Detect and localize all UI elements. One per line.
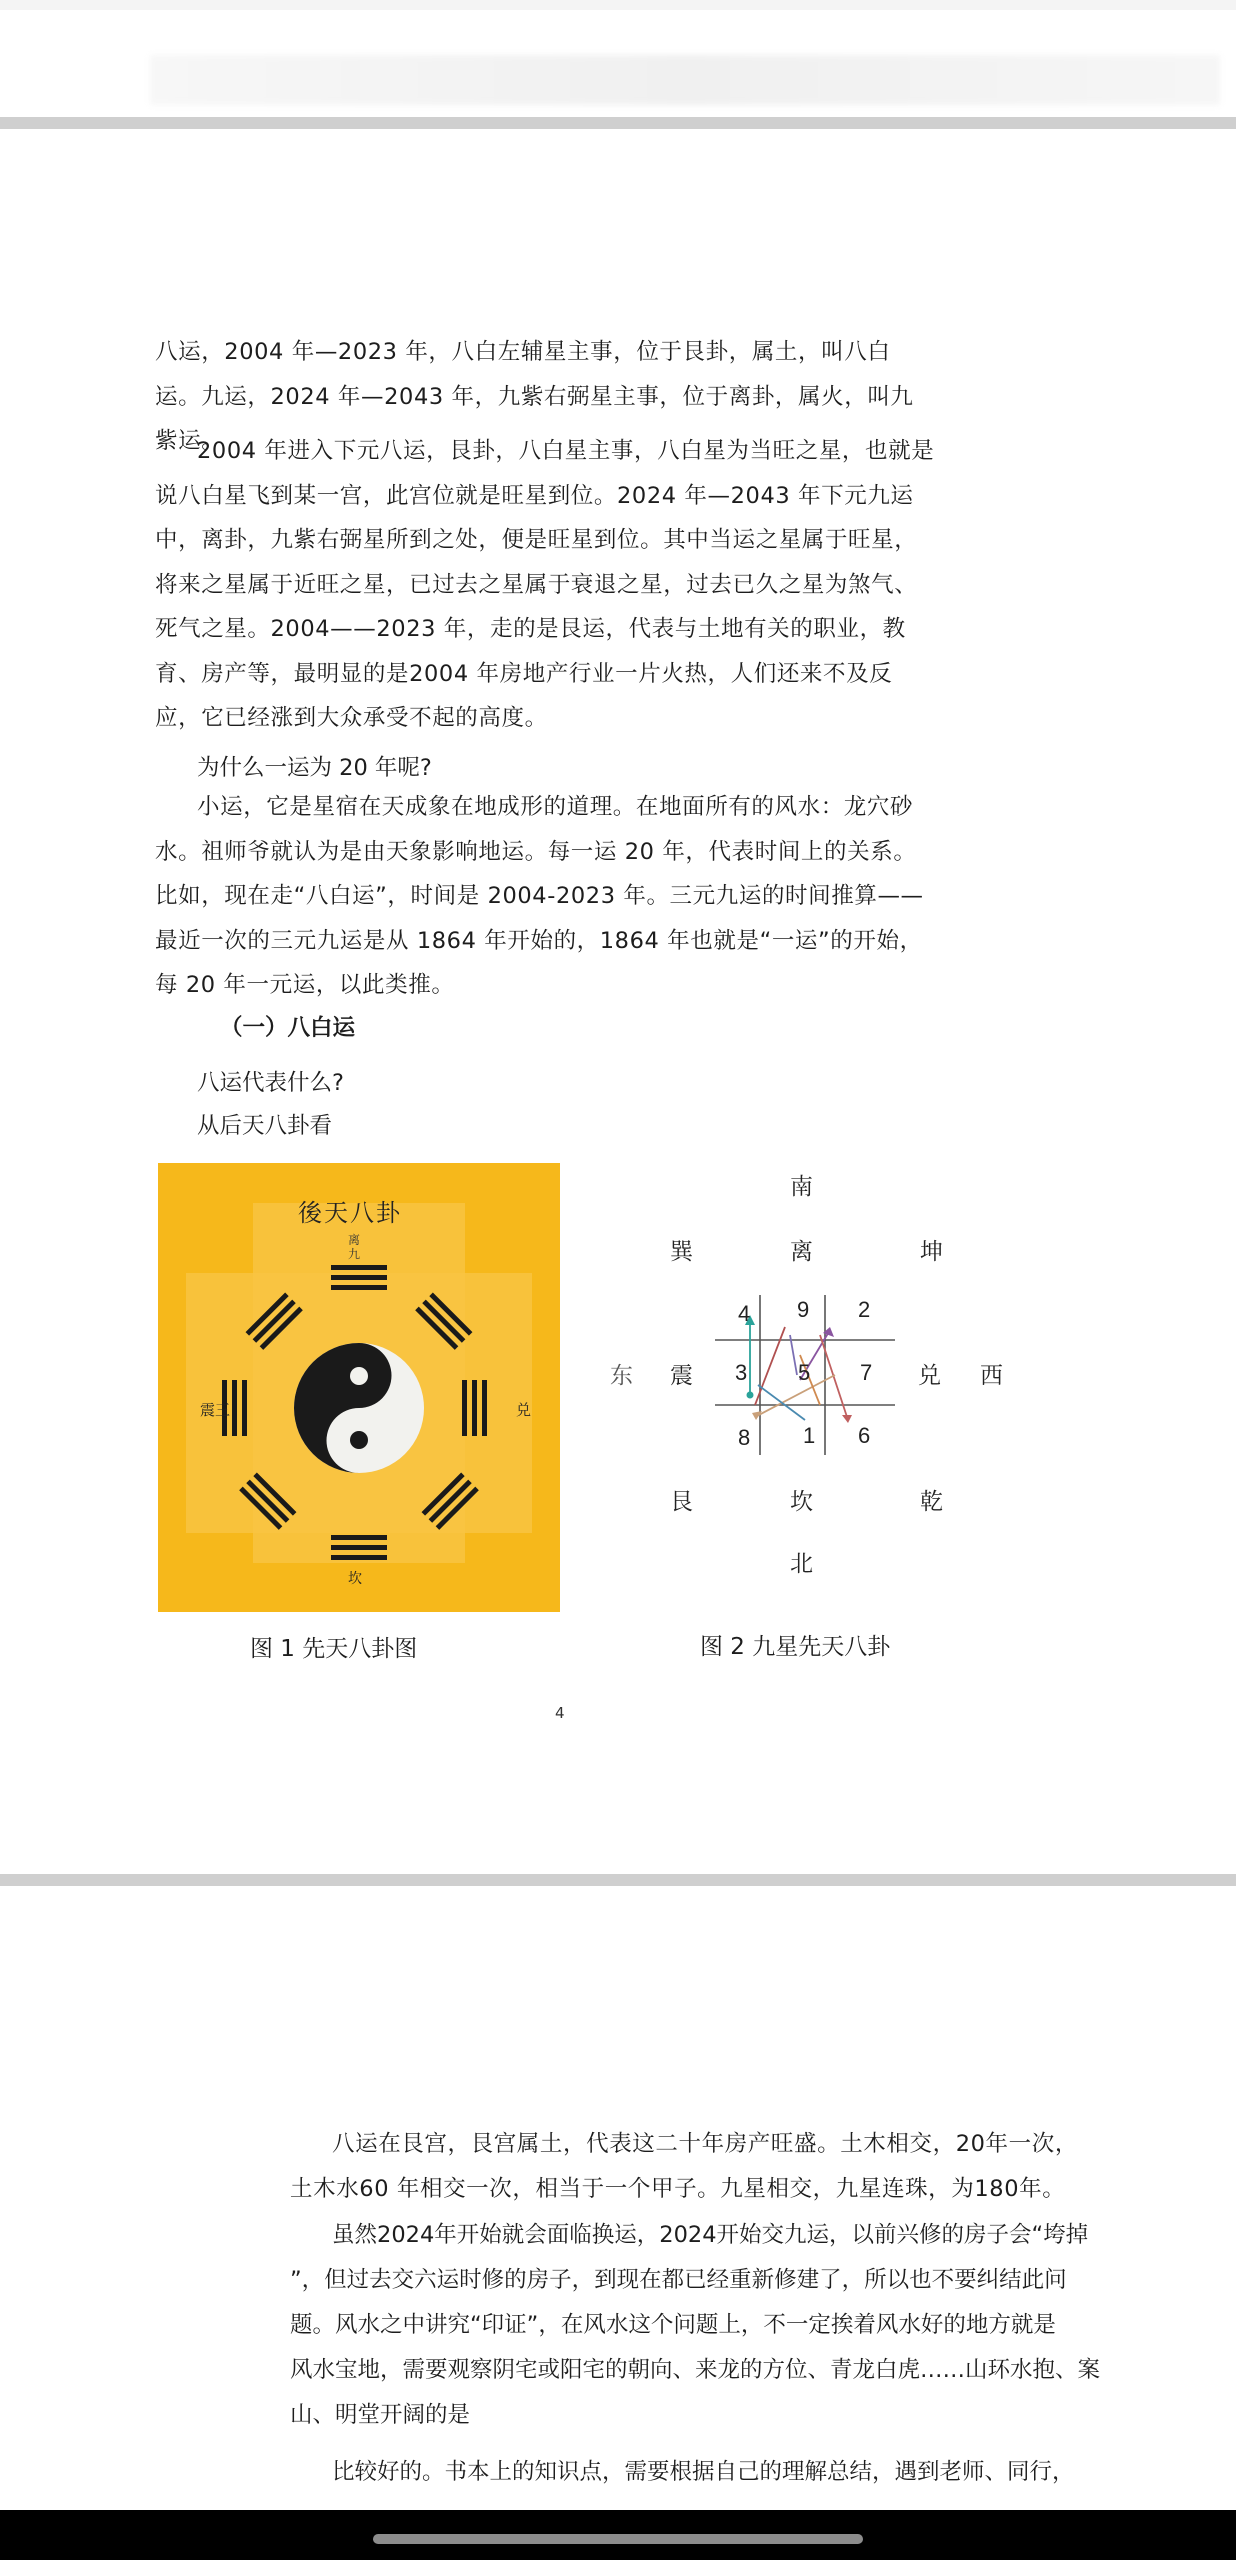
trigram-kun: 坤: [920, 1239, 943, 1265]
bagua-label-right: 兑: [516, 1401, 532, 1419]
page-separator: [0, 1874, 1236, 1886]
section-heading: （一）八白运: [220, 1015, 356, 1041]
nine-star-grid: [590, 1155, 1040, 1595]
bagua-drawing: [158, 1163, 560, 1612]
page2-line: 题。风水之中讲究“印证”，在风水这个问题上，不一定挨着风水好的地方就是: [290, 2312, 1056, 2338]
star-number-3: 3: [735, 1360, 748, 1385]
trigram-zhen: 震: [670, 1363, 693, 1389]
star-number-7: 7: [860, 1360, 873, 1385]
bagua-label-top: 离九: [348, 1233, 361, 1261]
star-number-9: 9: [797, 1297, 810, 1322]
bagua-title: 後天八卦: [298, 1199, 402, 1227]
page2-paragraph-3: 比较好的。书本上的知识点，需要根据自己的理解总结，遇到老师、同行，: [332, 2459, 1075, 2485]
star-number-8: 8: [738, 1425, 751, 1450]
trigram-li: 离: [790, 1239, 813, 1265]
blurred-prev-page-text: [150, 55, 1220, 105]
bagua-diagram: [158, 1163, 560, 1612]
trigram-dui: 兑: [918, 1363, 941, 1389]
bagua-label-left: 震三: [200, 1401, 231, 1419]
page2-paragraph-1: 八运在艮宫，艮宫属土，代表这二十年房产旺盛。土木相交，20年一次，土木水60 年相交一次，相当于一个甲子。九星相交，九星连珠，为180年。: [290, 2131, 1078, 2202]
paragraph-4: 小运，它是星宿在天成象在地成形的道理。在地面所有的风水：龙穴砂水。祖师爷就认为是由天象影响地运。每一运 20 年，代表时间上的关系。比如，现在走“八白运”，时间是 2004-2023 年。三元九运的时间推算——最近一次的三元九运是从 1864 年开始的，1864 年也就是“一运”的开始，每 20 年一元运，以此类推。: [155, 794, 924, 998]
page-number: 4: [555, 1704, 565, 1722]
paragraph-3: 为什么一运为 20 年呢?: [197, 755, 432, 781]
direction-north: 北: [790, 1551, 813, 1577]
page2-line: ”，但过去交六运时修的房子，到现在都已经重新修建了，所以也不要纠结此问: [290, 2267, 1067, 2293]
question-1: 八运代表什么?: [197, 1070, 344, 1096]
page2-paragraph-2: [290, 2213, 1110, 2438]
trigram-kan: 坎: [790, 1489, 813, 1515]
page-separator: [0, 117, 1236, 129]
direction-west: 西: [980, 1363, 1003, 1389]
star-number-4: 4: [738, 1301, 751, 1326]
page2-line: 虽然2024年开始就会面临换运，2024开始交九运，以前兴修的房子会“垮掉: [332, 2222, 1089, 2248]
page-separator-top: [0, 0, 1236, 10]
star-number-6: 6: [858, 1423, 871, 1448]
figure-1-caption: 图 1 先天八卦图: [250, 1636, 418, 1662]
home-indicator[interactable]: [373, 2534, 863, 2544]
paragraph-1: 八运，2004 年—2023 年，八白左辅星主事，位于艮卦，属土，叫八白运。九运，2024 年—2043 年，九紫右弼星主事，位于离卦，属火，叫九紫运。: [155, 339, 914, 454]
figure-2-caption: 图 2 九星先天八卦: [700, 1634, 891, 1660]
trigram-qian: 乾: [920, 1489, 943, 1515]
trigram-xun: 巽: [670, 1239, 693, 1265]
question-2: 从后天八卦看: [197, 1113, 333, 1139]
star-number-1: 1: [803, 1423, 816, 1448]
direction-south: 南: [790, 1174, 813, 1200]
star-number-2: 2: [858, 1297, 871, 1322]
bagua-label-bottom: 坎: [348, 1571, 362, 1587]
star-number-5: 5: [798, 1360, 811, 1385]
nine-star-diagram: [590, 1155, 1040, 1595]
page2-line: 山、明堂开阔的是: [290, 2402, 471, 2428]
paragraph-2: 2004 年进入下元八运，艮卦，八白星主事，八白星为当旺之星，也就是说八白星飞到某一宫，此宫位就是旺星到位。2024 年—2043 年下元九运中，离卦，九紫右弼星所到之处，便是旺星到位。其中当运之星属于旺星，将来之星属于近旺之星，已过去之星属于衰退之星，过去已久之星为煞气、死气之星。2004——2023 年，走的是艮运，代表与土地有关的职业，教育、房产等，最明显的是2004 年房地产行业一片火热，人们还来不及反应，它已经涨到大众承受不起的高度。: [155, 438, 935, 731]
direction-east: 东: [610, 1363, 633, 1389]
trigram-gen: 艮: [670, 1489, 693, 1515]
page2-line: 风水宝地，需要观察阴宅或阳宅的朝向、来龙的方位、青龙白虎……山环水抱、案: [290, 2357, 1101, 2383]
